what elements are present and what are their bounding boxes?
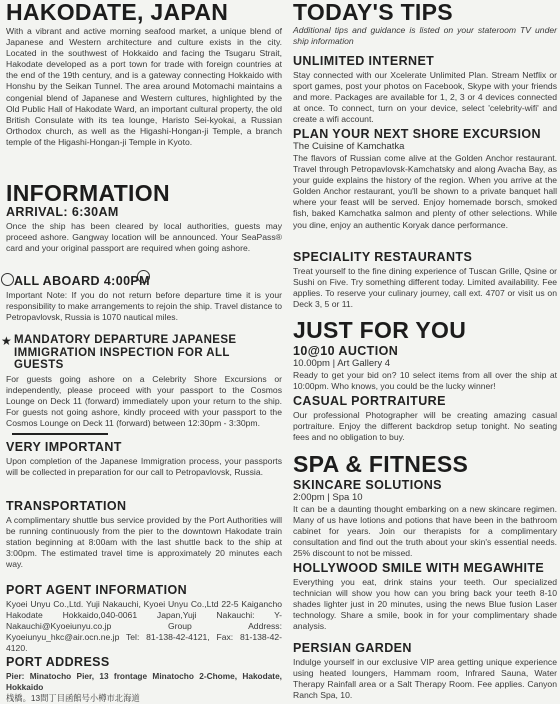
spa-title: SPA & FITNESS [293,451,469,477]
transportation-body: A complimentary shuttle bus service provided by the Port Authorities will be running continuously from the pier to the downtown Hakodate train station beginning at 8:00am with the last shuttle back to the ship at 3:00pm. The estimated travel time is approximately 20 minutes each way. [6,515,282,570]
hollywood-body: Everything you eat, drink stains your teeth. Our specialized technician will show you how can you bring back your teeth 8-10 shades lighter just in 20 minutes, using the news Blue fusion Laser technology. Share a smile, book in for your complimentary shade analysis. [293,577,557,632]
port-agent-body: Kyoei Unyu Co.,Ltd. Yuji Nakauchi, Kyoei Unyu Co.,Ltd 22-5 Kaigancho Hakodate Hokkaido,040-0061 Japan,Yuji Nakauchi: Y-Nakauchi@Kyoeiunyu.co.jp Group Address: Kyoeiunyu_hkc@air.ocn.ne.jp Tel: 81-138-42-4121, Fax: 81-138-42-4120. [6,599,282,654]
handwritten-underline [12,433,108,435]
hakodate-title: HAKODATE, JAPAN [6,0,229,25]
port-address-section [6,655,282,704]
shore-sub: The Cuisine of Kamchatka [293,141,405,152]
skincare-sub: 2:00pm | Spa 10 [293,492,363,503]
tips-title: TODAY'S TIPS [293,0,453,25]
hakodate-body: With a vibrant and active morning seafood market, a unique blend of Japanese and Western architecture and culture exists in the city. Located in the southwest of Hokkaido and facing the Tsugaru Strait, Hakodate developed as a port town for trade with foreign countries at the end of the 19th century, and is a gateway connecting Hokkaido with Honshu by the Seikan Tunnel. The area around Motomachi maintains a congenial blend of Japanese and Western cultures, highlighted by the Old Public Hall of Hakodate Ward, an important cultural property, the old British Consulate with its tea lounge, Haristo Sei-kyokai, a Russian Orthodox church, as well as the Higashi-Hongan-ji Temple, a branch temple of the Higashi-Hongan-ji Temple in Kyoto. [6,26,282,147]
auction-sub: 10.00pm | Art Gallery 4 [293,358,390,369]
port-address-heading: PORT ADDRESS [6,655,110,669]
persian-body: Indulge yourself in our exclusive VIP area getting unique experience using heated loungers, Hammam room, Infrared Sauna, Water Therapy Rainfall area or a Salt Therapy Room. Fee applies. Canyon Ranch Spa, 10. [293,657,557,701]
shore-heading: PLAN YOUR NEXT SHORE EXCURSION [293,127,541,141]
auction-heading: 10@10 AUCTION [293,344,399,358]
skincare-heading: SKINCARE SOLUTIONS [293,478,442,492]
transportation-heading: TRANSPORTATION [6,499,127,513]
portrait-body: Our professional Photographer will be creating amazing casual portraiture. Enjoy the different backdrop setup tonight. No seating fees and no obligation to buy. [293,410,557,443]
hollywood-section [293,561,557,632]
spa-section [293,452,557,559]
port-agent-heading: PORT AGENT INFORMATION [6,583,188,597]
all-aboard-heading: ALL ABOARD 4:00PM [14,274,150,288]
portrait-heading: CASUAL PORTRAITURE [293,394,446,408]
portrait-section [293,394,557,443]
internet-body: Stay connected with our Xcelerate Unlimited Plan. Stream Netflix or sport games, post your photos on Facebook, Skype with your friends and more. Packages are available for 1, 2, 3 or 4 devices connected at once. To connect, turn on your device, select 'celebrity-wifi' and create a wifi account. [293,70,557,125]
just-for-you-section [293,318,557,392]
internet-heading: UNLIMITED INTERNET [293,54,435,68]
just-for-you-title: JUST FOR YOU [293,317,467,343]
port-address-line2: 桟橋。13間丁目函館号小樽市北海道 [6,693,140,704]
tips-subtitle: Additional tips and guidance is listed on your stateroom TV under ship information [293,25,557,47]
specialty-section [293,250,557,310]
shore-section [293,127,557,231]
internet-section [293,54,557,125]
hollywood-heading: HOLLYWOOD SMILE WITH MEGAWHITE [293,561,545,575]
transportation-section [6,499,282,570]
hakodate-section [6,0,282,148]
very-important-section [6,440,282,478]
immigration-section [6,334,282,429]
port-agent-section [6,583,282,654]
tips-section [293,0,557,47]
all-aboard-section [6,274,282,323]
very-important-heading: VERY IMPORTANT [6,440,122,454]
star-mark-icon: ★ [1,334,12,348]
immigration-heading: MANDATORY DEPARTURE JAPANESE IMMIGRATION INSPECTION FOR ALL GUESTS [14,334,237,371]
arrival-body: Once the ship has been cleared by local authorities, guests may proceed ashore. Gangway location will be announced. Your SeaPass® card and your original passport are required when going ashore. [6,221,282,254]
port-address-line1: Pier: Minatocho Pier, 13 frontage Minatocho 2-Chome, Hakodate, Hokkaido [6,671,282,693]
skincare-body: It can be a daunting thought embarking on a new skincare regimen. Many of us have lotions and potions that have been in the bathroom cabinet for years. Join our therapists for a complimentary consultation and find out the truth about your skin's essential needs. 25% discount to not be missed. [293,504,557,559]
persian-heading: PERSIAN GARDEN [293,641,412,655]
information-title: INFORMATION [6,180,170,206]
auction-body: Ready to get your bid on? 10 select items from all over the ship at 10:00pm. Who knows, you could be the lucky winner! [293,370,557,392]
all-aboard-body: Important Note: If you do not return before departure time it is your responsibility to make arrangements to rejoin the ship. Travel distance to Petropavlovsk, Russia is 1070 nautical miles. [6,290,282,323]
shore-body: The flavors of Russian come alive at the Golden Anchor restaurant. Travel through Petropavlovsk-Kamchatsky and along Avacha Bay, as your guide explains the history of the region. When you arrive at the Golden Anchor restaurant, you'll be shown to a private banquet hall where your feast will be served. Enjoy homemade borsch, smoked fish, baked Kamchatka salmon and plenty of other selections. While you dine, enjoy an authentic Koryak dance performance. [293,153,557,230]
specialty-body: Treat yourself to the fine dining experience of Tuscan Grille, Qsine or Sushi on Five. Try something different today. Limited availability. Fee applies. To reserve your culinary journey, call ext. 4707 or visit us on Deck 3, 5 or 11. [293,266,557,310]
information-section [6,181,282,205]
persian-section [293,641,557,701]
arrival-section [6,205,282,254]
specialty-heading: SPECIALITY RESTAURANTS [293,250,473,264]
very-important-body: Upon completion of the Japanese Immigration process, your passports will be collected in preparation for our call to Petropavlovsk, Russia. [6,456,282,478]
immigration-body: For guests going ashore on a Celebrity Shore Excursions or independently, please proceed with your passport to the Cosmos Lounge on Deck 11 (forward) immediately upon your return to the ship. For guests not going ashore, kindly proceed with your passport to the Cosmos Lounge on Deck 11 (forward) between 12:30pm - 3:30pm. [6,373,282,428]
arrival-heading: ARRIVAL: 6:30AM [6,205,119,219]
